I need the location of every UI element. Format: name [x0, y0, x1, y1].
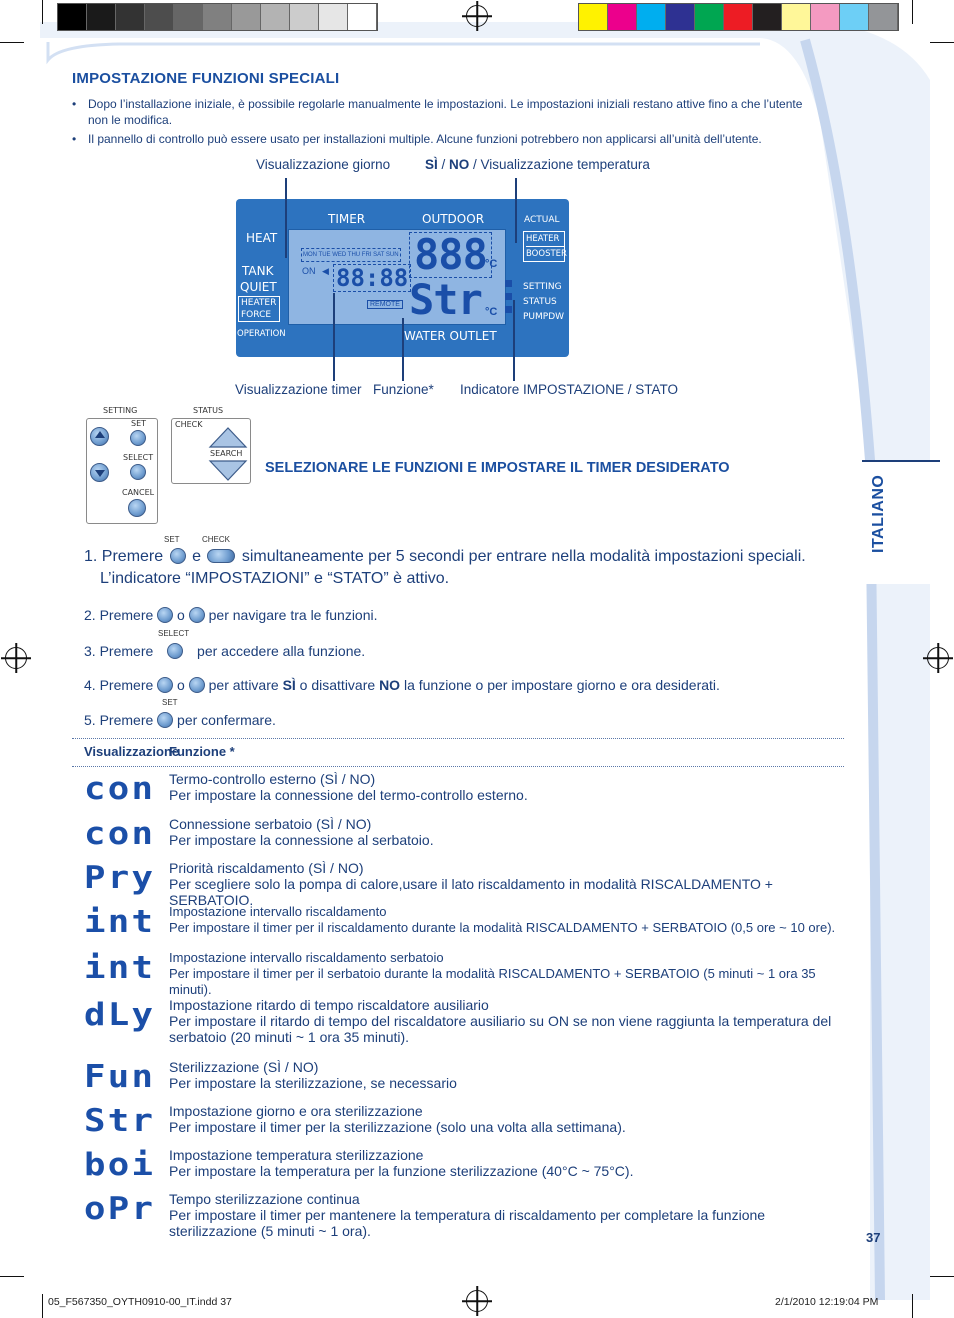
check-label: CHECK [175, 420, 203, 429]
lcd-day-row: MON TUE WED THU FRI SAT SUN [301, 248, 401, 262]
calibration-swatch [116, 4, 145, 30]
yes-label: SÌ [425, 157, 438, 172]
lcd-label-actual: ACTUAL [524, 215, 560, 225]
table-row [169, 860, 849, 908]
segment-display-code: dLy [84, 997, 156, 1033]
segment-display-code: Str [84, 1103, 156, 1139]
leader-line [402, 318, 404, 381]
set-button[interactable] [130, 430, 146, 446]
lcd-top-digits: 888 [409, 232, 492, 278]
function-title: Impostazione ritardo di tempo riscaldatore ausiliario [169, 997, 489, 1013]
select-button[interactable] [130, 464, 146, 480]
calibration-swatch [348, 4, 377, 30]
step-text: per attivare [208, 677, 283, 693]
function-title: Sterilizzazione (SÌ / NO) [169, 1059, 319, 1075]
select-label: SELECT [123, 453, 154, 462]
booster-text: BOOSTER [526, 246, 564, 261]
set-label: SET [164, 535, 180, 544]
calibration-swatch [145, 4, 174, 30]
step-2 [84, 604, 378, 623]
calibration-swatch [174, 4, 203, 30]
table-divider [72, 738, 844, 739]
segment-display-code: Fun [84, 1059, 156, 1095]
lcd-label-status: STATUS [523, 297, 557, 307]
calibration-swatch [840, 4, 869, 30]
step-1 [84, 535, 806, 566]
table-row [169, 816, 849, 848]
down-arrow-icon [189, 607, 205, 623]
step-3 [84, 629, 366, 659]
callout-timer-display: Visualizzazione timer [235, 382, 362, 397]
lcd-indicator-squares [505, 280, 513, 318]
function-description: Per scegliere solo la pompa di calore,usare il lato riscaldamento in modalità RISCALDAMENTO + SERBATOIO. [169, 876, 773, 908]
table-row [169, 904, 849, 936]
calibration-swatch [203, 4, 232, 30]
setting-keypad [86, 418, 158, 524]
segment-display-code: boi [84, 1147, 156, 1183]
table-row [169, 1103, 849, 1135]
segment-display-code: oPr [84, 1191, 156, 1227]
step-text: Premere [101, 548, 164, 565]
crop-mark [0, 42, 24, 43]
lcd-on-label: ON [302, 266, 316, 276]
table-row [169, 771, 849, 803]
status-keypad [171, 418, 251, 484]
down-arrow-icon [189, 677, 205, 693]
set-button-icon [170, 548, 186, 564]
table-row [169, 1059, 849, 1091]
function-description: Per impostare il timer per il riscaldamento durante la modalità RISCALDAMENTO + SERBATOIO (0,5 ore ~ 10 ore). [169, 920, 836, 935]
gray-calibration-bar [57, 3, 378, 31]
function-description: Per impostare il timer per il serbatoio durante la modalità RISCALDAMENTO + SERBATOIO (5 minuti ~ 1 ora 35 minuti). [169, 966, 816, 997]
step-text: per navigare tra le funzioni. [208, 607, 378, 623]
function-title: Impostazione intervallo riscaldamento [169, 904, 387, 919]
set-label: SET [162, 698, 178, 707]
search-label: SEARCH [210, 449, 243, 458]
lcd-label-heater-booster [523, 231, 565, 262]
no-label: NO [449, 157, 470, 172]
step-text: Premere [99, 677, 154, 693]
table-divider [72, 766, 844, 767]
step-text: e [192, 548, 201, 565]
step-text: Premere [99, 643, 154, 659]
lcd-unit-top: °C [485, 258, 498, 270]
section-title: IMPOSTAZIONE FUNZIONI SPECIALI [72, 70, 340, 87]
registration-mark-left [5, 647, 27, 669]
step-text: o disattivare [295, 677, 380, 693]
step-text: Premere [99, 712, 154, 728]
callout-yes-no-temperature [425, 157, 650, 172]
function-description: Per impostare la sterilizzazione, se necessario [169, 1075, 457, 1091]
calibration-swatch [608, 4, 637, 30]
function-title: Priorità riscaldamento (SÌ / NO) [169, 860, 364, 876]
table-row [169, 950, 849, 998]
leader-line [513, 300, 515, 381]
lcd-label-setting: SETTING [523, 282, 562, 292]
select-button-icon [167, 643, 183, 659]
step-text: per confermare. [177, 712, 276, 728]
function-description: Per impostare la connessione del termo-controllo esterno. [169, 787, 528, 803]
callout-setting-status-indicator: Indicatore IMPOSTAZIONE / STATO [460, 382, 679, 397]
lcd-label-heat: HEAT [246, 231, 278, 245]
step-5 [84, 698, 276, 728]
step-number: 4. [84, 677, 96, 693]
callout-day-display: Visualizzazione giorno [256, 157, 391, 172]
crop-mark [912, 1294, 913, 1318]
column-header-display: Visualizzazione [84, 744, 180, 759]
crop-mark [930, 1276, 954, 1277]
lcd-label-water-outlet: WATER OUTLET [404, 329, 497, 343]
up-arrow-icon [157, 607, 173, 623]
lcd-label-tank: TANK [242, 264, 274, 278]
footer-timestamp: 2/1/2010 12:19:04 PM [775, 1296, 879, 1308]
calibration-swatch [58, 4, 87, 30]
step-text: o [177, 607, 185, 623]
leader-line [333, 293, 335, 381]
lcd-label-outdoor: OUTDOOR [422, 212, 485, 226]
page-number: 37 [866, 1230, 881, 1245]
step-number: 3. [84, 643, 96, 659]
lcd-arrow-icon: ◀ [322, 266, 329, 276]
cancel-button[interactable] [128, 499, 146, 517]
lcd-remote-label: REMOTE [367, 300, 403, 309]
lcd-clock-digits: 88:88 [333, 264, 411, 292]
set-button-icon [157, 712, 173, 728]
language-tab-label: ITALIANO [870, 474, 887, 553]
calibration-swatch [695, 4, 724, 30]
crop-mark [912, 0, 913, 24]
cancel-label: CANCEL [122, 488, 155, 497]
step-number: 1. [84, 548, 98, 565]
function-description: Per impostare il ritardo di tempo del riscaldatore ausiliario su ON se non viene raggiunta la temperatura del serbatoio (20 minuti ~ 1 ora 35 minuti). [169, 1013, 832, 1045]
lcd-label-heater-force [238, 296, 280, 322]
function-title: Connessione serbatoio (SÌ / NO) [169, 816, 372, 832]
select-label: SELECT [158, 629, 190, 638]
step-text: simultaneamente per 5 secondi per entrare nella modalità impostazioni speciali. [241, 548, 806, 565]
calibration-swatch [782, 4, 811, 30]
function-title: Termo-controllo esterno (SÌ / NO) [169, 771, 376, 787]
crop-mark [42, 0, 43, 24]
step-text: la funzione o per impostare giorno e ora desiderati. [400, 677, 720, 693]
calibration-swatch [811, 4, 840, 30]
bullet-text: Il pannello di controllo può essere usato per installazioni multiple. Alcune funzioni potrebbero non applicarsi all’unità dell’utente. [88, 132, 762, 146]
segment-display-code: con [84, 771, 156, 807]
lcd-label-quiet: QUIET [240, 280, 277, 294]
calibration-swatch [869, 4, 898, 30]
crop-mark [42, 1294, 43, 1318]
calibration-swatch [666, 4, 695, 30]
step-text: Premere [99, 607, 154, 623]
table-row [169, 997, 849, 1045]
heater-text: HEATER [241, 298, 277, 308]
registration-mark-right [927, 647, 949, 669]
function-title: Impostazione giorno e ora sterilizzazione [169, 1103, 423, 1119]
color-calibration-bar [578, 3, 899, 31]
lcd-screen [288, 229, 506, 325]
segment-display-code: int [84, 904, 156, 940]
registration-mark-bottom [466, 1290, 488, 1312]
leader-line [515, 178, 517, 243]
no-label: NO [379, 677, 401, 693]
calibration-swatch [753, 4, 782, 30]
calibration-swatch [87, 4, 116, 30]
step-number: 2. [84, 607, 96, 623]
function-title: Tempo sterilizzazione continua [169, 1191, 360, 1207]
function-description: Per impostare il timer per la sterilizzazione (solo una volta alla settimana). [169, 1119, 626, 1135]
bullet-mark: • [72, 132, 77, 146]
up-arrow-button[interactable] [90, 427, 109, 446]
search-down-button[interactable] [208, 459, 248, 483]
check-up-button[interactable] [208, 425, 248, 449]
up-arrow-icon [157, 677, 173, 693]
heater-text: HEATER [526, 234, 560, 244]
function-description: Per impostare il timer per mantenere la temperatura di riscaldamento per completare la funzione sterilizzazione (5 minuti ~ 1 ora). [169, 1207, 766, 1239]
lcd-unit-bottom: °C [485, 306, 498, 318]
function-title: Impostazione temperatura sterilizzazione [169, 1147, 424, 1163]
keypad-label-status: STATUS [193, 406, 224, 415]
force-text: FORCE [241, 310, 272, 320]
segment-display-code: Pry [84, 860, 156, 896]
lcd-label-pumpdw: PUMPDW [523, 312, 565, 322]
calibration-swatch [290, 4, 319, 30]
separator: / [437, 157, 450, 172]
footer-file-info: 05_F567350_OYTH0910-00_IT.indd 37 [48, 1296, 232, 1308]
table-row [169, 1191, 849, 1239]
lcd-label-operation: OPERATION [237, 329, 286, 339]
calibration-swatch [637, 4, 666, 30]
callout-function: Funzione* [373, 382, 434, 397]
check-button-icon [207, 549, 235, 563]
table-row [169, 1147, 849, 1179]
bullet-mark: • [72, 97, 77, 111]
segment-display-code: con [84, 816, 156, 852]
calibration-swatch [579, 4, 608, 30]
keypad-label-setting: SETTING [103, 406, 138, 415]
instruction-heading: SELEZIONARE LE FUNZIONI E IMPOSTARE IL TIMER DESIDERATO [265, 460, 730, 476]
calibration-swatch [232, 4, 261, 30]
bullet-text: Dopo l’installazione iniziale, è possibile regolarle manualmente le impostazioni. Le impostazioni iniziali restano attive fino a che l’utente non le modifica. [88, 97, 803, 127]
registration-mark-top [466, 5, 488, 27]
lcd-bottom-digits: Str [409, 275, 482, 324]
calibration-swatch [319, 4, 348, 30]
calibration-swatch [261, 4, 290, 30]
leader-line [285, 178, 287, 258]
step-text: per accedere alla funzione. [197, 643, 366, 659]
crop-mark [0, 1276, 24, 1277]
step-1-line-2: L’indicatore “IMPOSTAZIONI” e “STATO” è attivo. [100, 570, 450, 587]
step-number: 5. [84, 712, 96, 728]
segment-display-code: int [84, 950, 156, 986]
check-label: CHECK [202, 535, 231, 544]
column-header-function: Funzione * [169, 744, 235, 759]
down-arrow-button[interactable] [90, 463, 109, 482]
step-text: o [177, 677, 185, 693]
temperature-label: / Visualizzazione temperatura [469, 157, 650, 172]
calibration-swatch [724, 4, 753, 30]
function-description: Per impostare la connessione al serbatoio. [169, 832, 434, 848]
step-4 [84, 674, 720, 693]
set-label: SET [131, 419, 147, 428]
function-description: Per impostare la temperatura per la funzione sterilizzazione (40°C ~ 75°C). [169, 1163, 634, 1179]
function-title: Impostazione intervallo riscaldamento serbatoio [169, 950, 444, 965]
yes-label: SÌ [282, 677, 296, 693]
crop-mark [930, 42, 954, 43]
lcd-label-timer: TIMER [328, 212, 366, 226]
